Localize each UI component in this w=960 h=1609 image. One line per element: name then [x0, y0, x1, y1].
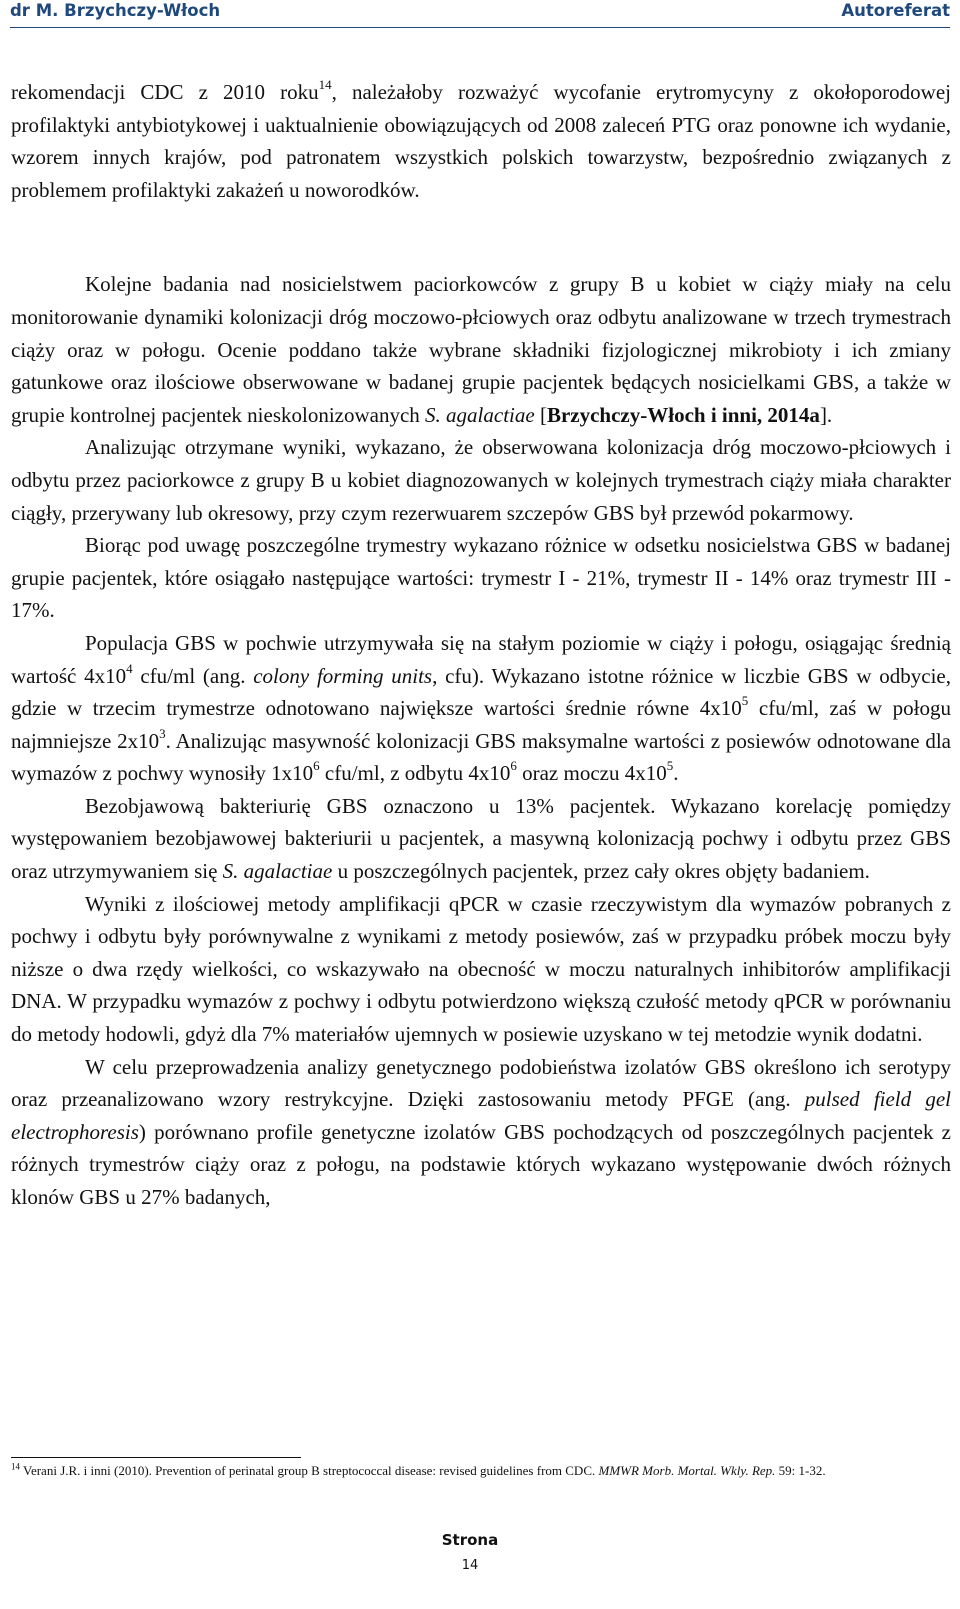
superscript: 5 [741, 693, 749, 709]
footnote-mark: 14 [11, 1461, 20, 1472]
text-run: , należałoby rozważyć wycofanie erytromycyny z okołoporodowej profilaktyki antybiotykowej i uaktualnienie obowiązujących od 2008 zaleceń PTG oraz ponowne ich wydanie, wzorem innych krajów, pod patronatem wszystkich polskich towarzystw, bezpośrednio związanych z problemem profilaktyki zakażeń u noworodków. [11, 80, 951, 202]
italic-text: pulsed field gel electrophoresis [11, 1087, 951, 1144]
superscript: 3 [159, 725, 166, 741]
header-author: dr M. Brzychczy-Włoch [10, 1, 221, 20]
text-run: ]. [819, 402, 833, 427]
paragraph [11, 76, 951, 206]
page-number [430, 1527, 510, 1579]
page-number-value: 14 [461, 1558, 479, 1573]
bold-citation: Brzychczy-Włoch i inni, 2014a [546, 402, 820, 427]
text-run: [ [534, 402, 547, 427]
paragraph [11, 529, 951, 627]
italic-text: S. agalactiae [425, 402, 535, 427]
footnote-text: Verani J.R. i inni (2010). Prevention of perinatal group B streptococcal disease: revised guidelines from CDC. [20, 1463, 599, 1478]
text-run: oraz moczu 4x10 [516, 761, 667, 786]
superscript: 6 [510, 758, 517, 774]
body-text [11, 76, 951, 1214]
paragraph [11, 1051, 951, 1214]
text-run: W celu przeprowadzenia analizy genetycznego podobieństwa izolatów GBS określono ich serotypy oraz przeanalizowano wzory restrykcyjne. Dzięki zastosowaniu metody PFGE (ang. [11, 1054, 951, 1112]
header-title: Autoreferat [841, 1, 950, 20]
paragraph [11, 268, 951, 431]
italic-text: colony forming units [253, 663, 433, 688]
text-run: . [673, 761, 679, 786]
page-header [10, 0, 950, 27]
text-run: Analizując otrzymane wyniki, wykazano, że obserwowana kolonizacja dróg moczowo-płciowych i odbytu przez paciorkowce z grupy B u kobiet diagnozowanych w kolejnych trymestrach ciąży miała charakter ciągły, przerywany lub okresowy, przy czym rezerwuarem szczepów GBS był przewód pokarmowy. [11, 435, 951, 525]
text-run: cfu/ml, zaś w połogu najmniejsze 2x10 [11, 696, 951, 753]
text-run: Biorąc pod uwagę poszczególne trymestry wykazano różnice w odsetku nosicielstwa GBS w badanej grupie pacjentek, które osiągało następujące wartości: trymestr I - 21%, trymestr II - 14% oraz trymestr III - 17%. [11, 533, 951, 623]
text-run: Populacja GBS w pochwie utrzymywała się na stałym poziomie w ciąży i połogu, osiągając średnią wartość 4x10 [11, 630, 951, 688]
header-rule [10, 27, 950, 28]
footnote-tail: 59: 1-32. [775, 1463, 826, 1478]
paragraph [11, 627, 951, 790]
page-number-label: Strona [441, 1531, 499, 1549]
footnote [11, 1463, 951, 1479]
superscript: 4 [126, 660, 133, 676]
text-run: u poszczególnych pacjentek, przez cały okres objęty badaniem. [332, 859, 870, 884]
text-run: Bezobjawową bakteriurię GBS oznaczono u 13% pacjentek. Wykazano korelację pomiędzy występowaniem bezobjawowej bakteriurii u pacjentek, a masywną kolonizacją pochwy i odbytu przez GBS oraz utrzymywaniem się [11, 793, 951, 884]
text-run: Kolejne badania nad nosicielstwem paciorkowców z grupy B u kobiet w ciąży miały na celu monitorowanie dynamiki kolonizacji dróg moczowo-płciowych oraz odbytu analizowane w trzech trymestrach ciąży oraz w połogu. Ocenie poddano także wybrane składniki fizjologicznej mikrobioty i ich zmiany gatunkowe oraz ilościowe obserwowane w badanej grupie pacjentek będących nosicielkami GBS, a także w grupie kontrolnej pacjentek nieskolonizowanych [11, 272, 951, 427]
footnote-journal: MMWR Morb. Mortal. Wkly. Rep. [598, 1463, 776, 1478]
text-run: rekomendacji CDC z 2010 roku [11, 80, 319, 104]
footnote-separator [11, 1457, 301, 1458]
paragraph [11, 888, 951, 1051]
text-run: Wyniki z ilościowej metody amplifikacji qPCR w czasie rzeczywistym dla wymazów pobranych z pochwy i odbytu były porównywalne z wynikami z metody posiewów, zaś w przypadku próbek moczu były niższe o dwa rzędy wielkości, co wskazywało na obecność w moczu naturalnych inhibitorów amplifikacji DNA. W przypadku wymazów z pochwy i odbytu potwierdzono większą czułość metody qPCR w porównaniu do metody hodowli, gdyż dla 7% materiałów ujemnych w posiewie uzyskano w tej metodzie wynik dodatni. [11, 891, 951, 1047]
text-run: cfu/ml (ang. [132, 663, 254, 688]
superscript: 5 [666, 758, 674, 774]
superscript: 6 [313, 758, 320, 774]
italic-text: S. agalactiae [222, 859, 333, 884]
paragraph [11, 790, 951, 888]
text-run: ) porównano profile genetyczne izolatów GBS pochodzących od poszczególnych pacjentek z różnych trymestrów ciąży oraz z połogu, na podstawie których wykazano występowanie dwóch różnych klonów GBS u 27% badanych, [11, 1119, 951, 1209]
paragraph [11, 431, 951, 529]
text-run: , cfu). Wykazano istotne różnice w liczbie GBS w odbycie, gdzie w trzecim trymestrze odnotowano największe wartości średnie równe 4x10 [11, 663, 951, 721]
text-run: . Analizując masywność kolonizacji GBS maksymalne wartości z posiewów odnotowane dla wymazów z pochwy wynosiły 1x10 [11, 728, 951, 786]
superscript: 14 [318, 77, 332, 92]
text-run: cfu/ml, z odbytu 4x10 [319, 761, 511, 786]
